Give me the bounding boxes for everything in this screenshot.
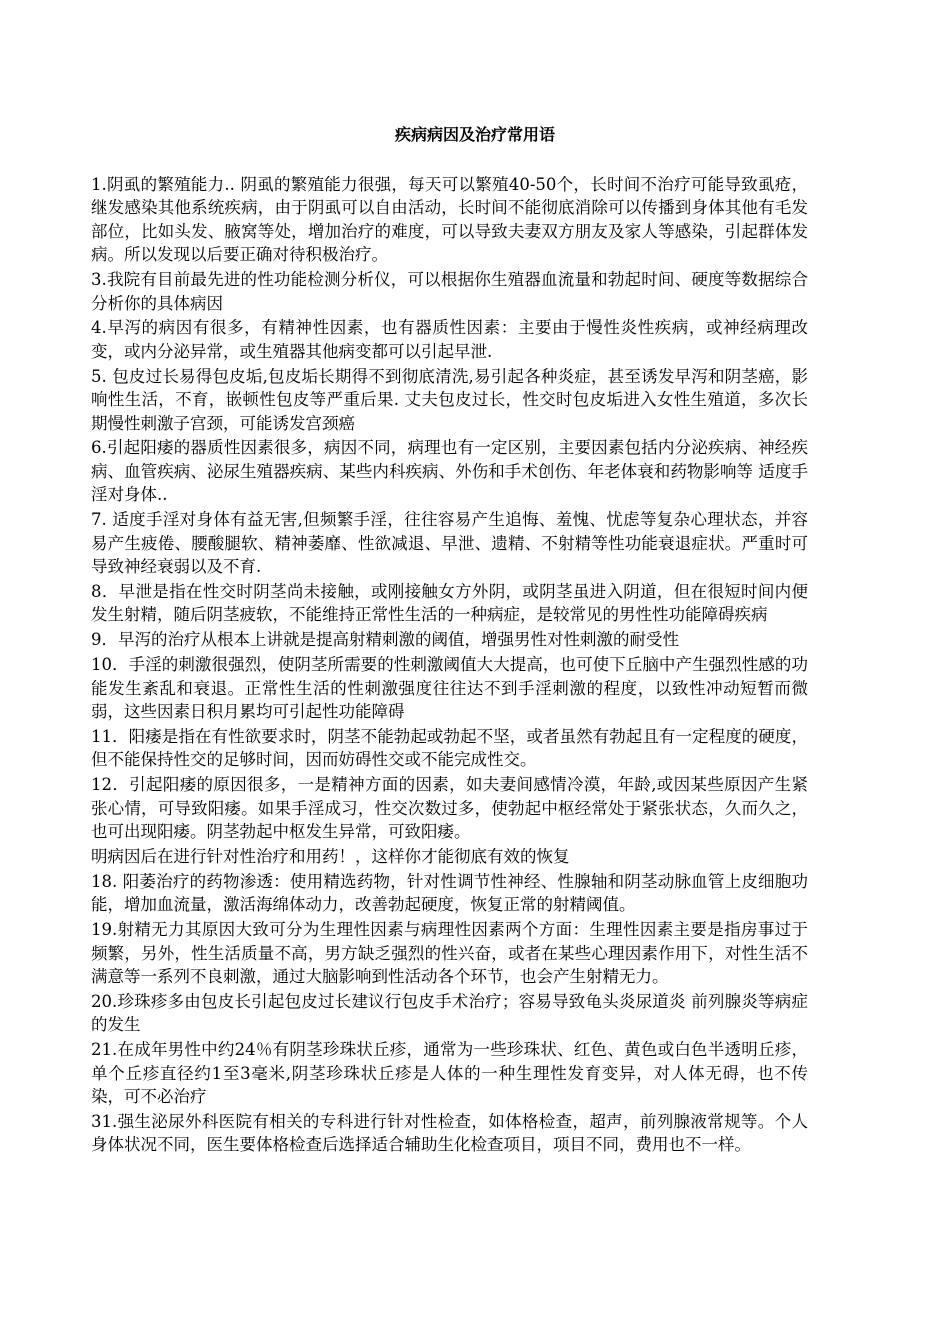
paragraph-item-18: 18. 阳萎治疗的药物渗透：使用精选药物，针对性调节性神经、性腺轴和阴茎动脉血管上皮细胞功能，增加血流量，激活海绵体动力，改善勃起硬度，恢复正常的射精阈值。 [91, 871, 808, 915]
paragraph-item-1: 1.阴虱的繁殖能力.. 阴虱的繁殖能力很强，每天可以繁殖40-50个，长时间不治疗可能导致虱疮，继发感染其他系统疾病，由于阴虱可以自由活动，长时间不能彻底消除可以传播到身体其他有毛发部位，比如头发、腋窝等处，增加治疗的难度，可以导致夫妻双方朋友及家人等感染，引起群体发病。所以发现以后要正确对待积极治疗。 [91, 175, 808, 265]
paragraph-item-diagnosis-note: 明病因后在进行针对性治疗和用药！，这样你才能彻底有效的恢复 [91, 846, 570, 866]
paragraph-item-19: 19.射精无力其原因大致可分为生理性因素与病理性因素两个方面：生理性因素主要是指房事过于频繁，另外，性生活质量不高，男方缺乏强烈的性兴奋，或者在某些心理因素作用下，对性生活不满意等一系列不良刺激，通过大脑影响到性活动各个环节，也会产生射精无力。 [91, 920, 808, 986]
paragraph-item-7: 7. 适度手淫对身体有益无害,但频繁手淫，往往容易产生追悔、羞愧、忧虑等复杂心理状态，并容易产生疲倦、腰酸腿软、精神萎靡、性欲减退、早泄、遗精、不射精等性功能衰退症状。严重时可导致神经衰弱以及不育. [91, 510, 808, 576]
paragraph-item-8: 8．早泄是指在性交时阴茎尚未接触，或刚接触女方外阴，或阴茎虽进入阴道，但在很短时间内便发生射精，随后阴茎疲软，不能维持正常性生活的一种病症，是较常见的男性性功能障碍疾病 [91, 581, 808, 625]
paragraph-item-10: 10．手淫的刺激很强烈，使阴茎所需要的性刺激阈值大大提高，也可使下丘脑中产生强烈性感的功能发生紊乱和衰退。正常性生活的性刺激强度往往达不到手淫刺激的程度，以致性冲动短暂而微弱，这些因素日积月累均可引起性功能障碍 [91, 655, 808, 721]
document-title: 疾病病因及治疗常用语 [394, 125, 555, 144]
paragraph-item-6: 6.引起阳痿的器质性因素很多，病因不同，病理也有一定区别，主要因素包括内分泌疾病、神经疾病、血管疾病、泌尿生殖器疾病、某些内科疾病、外伤和手术创伤、年老体衰和药物影响等 适度手淫对身体.. [91, 438, 808, 505]
paragraph-item-9: 9．早泻的治疗从根本上讲就是提高射精刺激的阈值，增强男性对性刺激的耐受性 [91, 630, 679, 650]
paragraph-item-5: 5. 包皮过长易得包皮垢,包皮垢长期得不到彻底清洗,易引起各种炎症，甚至诱发早泻和阴茎癌，影响性生活，不育，嵌顿性包皮等严重后果. 丈夫包皮过长，性交时包皮垢进入女性生殖道，多次长期慢性刺激子宫颈，可能诱发宫颈癌 [91, 366, 808, 433]
paragraph-item-12: 12．引起阳痿的原因很多，一是精神方面的因素，如夫妻间感情冷漠，年龄,或因某些原因产生紧张心情，可导致阳痿。如果手淫成习，性交次数过多，使勃起中枢经常处于紧张状态，久而久之，也可出现阳痿。阴茎勃起中枢发生异常，可致阳痿。 [91, 775, 808, 841]
paragraph-item-21: 21.在成年男性中约24％有阴茎珍珠状丘疹，通常为一些珍珠状、红色、黄色或白色半透明丘疹，单个丘疹直径约1至3毫米,阴茎珍珠状丘疹是人体的一种生理性发育变异，对人体无碍，也不传染，可不必治疗 [91, 1040, 808, 1106]
paragraph-item-20: 20.珍珠疹多由包皮长引起包皮过长建议行包皮手术治疗；容易导致龟头炎尿道炎 前列腺炎等病症的发生 [91, 991, 808, 1035]
paragraph-item-4: 4.早泻的病因有很多，有精神性因素，也有器质性因素：主要由于慢性炎性疾病，或神经病理改变，或内分泌异常，或生殖器其他病变都可以引起早泄. [91, 318, 808, 361]
paragraph-item-3: 3.我院有目前最先进的性功能检测分析仪，可以根据你生殖器血流量和勃起时间、硬度等数据综合分析你的具体病因 [91, 270, 808, 313]
paragraph-item-31: 31.强生泌尿外科医院有相关的专科进行针对性检查，如体格检查，超声，前列腺液常规等。个人身体状况不同，医生要体格检查后选择适合辅助生化检查项目，项目不同，费用也不一样。 [91, 1111, 808, 1155]
document-body [91, 173, 808, 1158]
paragraph-item-11: 11．阳痿是指在有性欲要求时，阴茎不能勃起或勃起不坚，或者虽然有勃起且有一定程度的硬度，但不能保持性交的足够时间，因而妨碍性交或不能完成性交。 [91, 726, 808, 770]
